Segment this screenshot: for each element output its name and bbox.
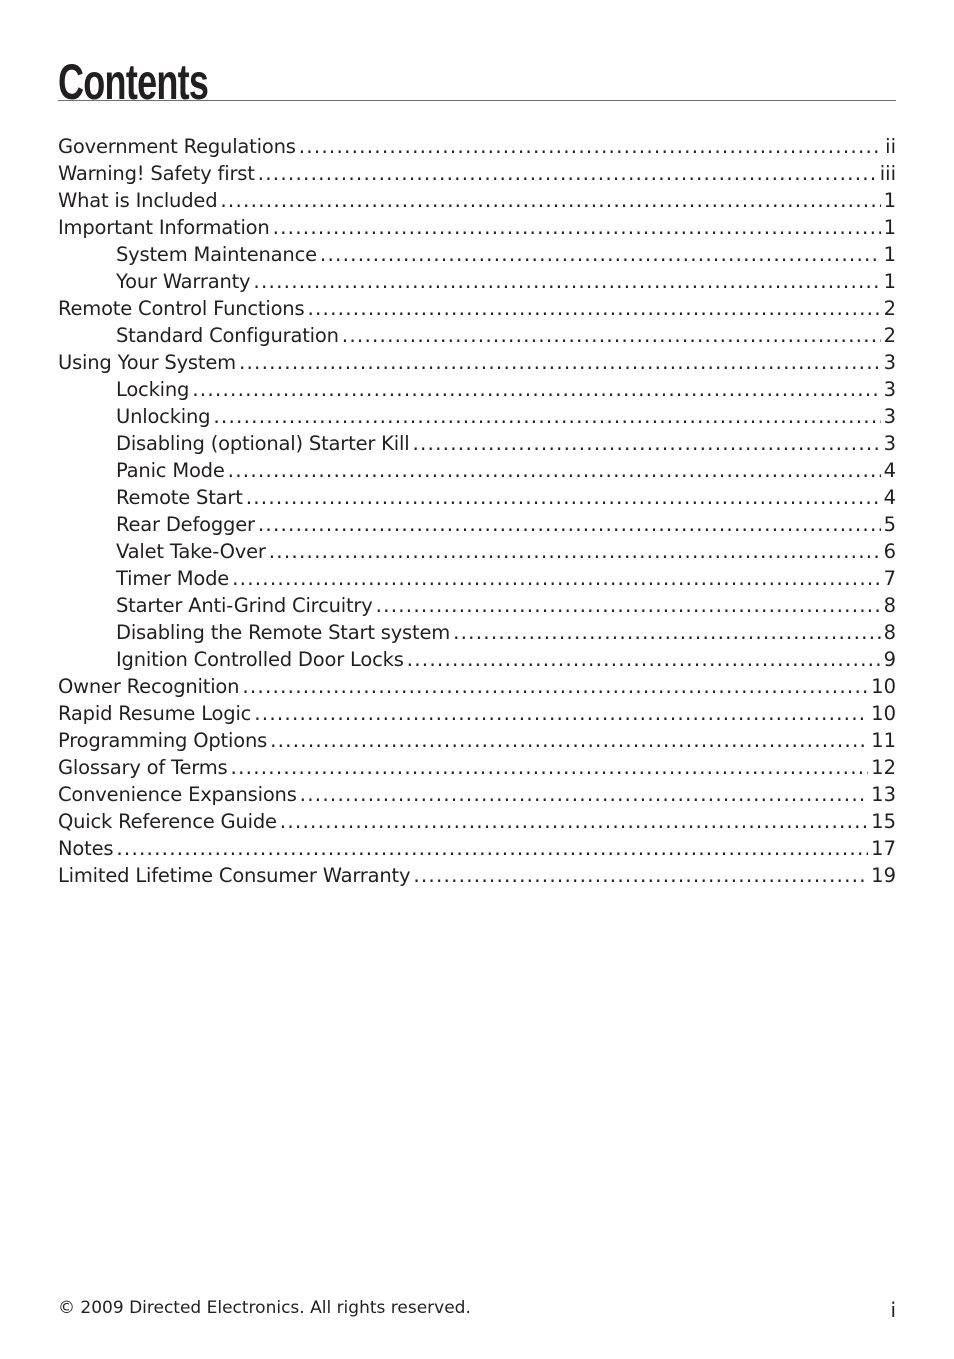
- page-title: Contents: [58, 54, 209, 110]
- toc-entry-page-number: 12: [871, 756, 896, 779]
- toc-entry-page-number: 3: [883, 432, 896, 455]
- toc-entry-page-number: 9: [883, 648, 896, 671]
- toc-entry[interactable]: [58, 133, 896, 160]
- dot-leader: [407, 646, 881, 673]
- toc-entry-label: Rear Defogger: [116, 513, 255, 536]
- toc-entry-page-number: 11: [871, 729, 896, 752]
- dot-leader: [231, 754, 869, 781]
- toc-entry-label: Remote Control Functions: [58, 297, 305, 320]
- toc-entry-label: Disabling the Remote Start system: [116, 621, 451, 644]
- dot-leader: [254, 700, 868, 727]
- toc-entry-label: What is Included: [58, 189, 218, 212]
- dot-leader: [228, 457, 881, 484]
- toc-subentry[interactable]: [58, 322, 896, 349]
- toc-entry-label: System Maintenance: [116, 243, 317, 266]
- toc-entry-label: Disabling (optional) Starter Kill: [116, 432, 410, 455]
- toc-entry-page-number: 15: [871, 810, 896, 833]
- toc-entry-label: Owner Recognition: [58, 675, 240, 698]
- toc-entry[interactable]: [58, 754, 896, 781]
- toc-entry-page-number: 1: [883, 216, 896, 239]
- dot-leader: [220, 187, 880, 214]
- toc-entry-label: Limited Lifetime Consumer Warranty: [58, 864, 411, 887]
- dot-leader: [239, 349, 881, 376]
- toc-entry-page-number: 2: [883, 297, 896, 320]
- toc-entry-page-number: 1: [883, 270, 896, 293]
- dot-leader: [253, 268, 880, 295]
- toc-entry-page-number: 1: [883, 189, 896, 212]
- toc-subentry[interactable]: [58, 268, 896, 295]
- dot-leader: [213, 403, 880, 430]
- toc-subentry[interactable]: [58, 376, 896, 403]
- toc-entry[interactable]: [58, 700, 896, 727]
- toc-entry-label: Ignition Controlled Door Locks: [116, 648, 404, 671]
- toc-subentry[interactable]: [58, 565, 896, 592]
- toc-entry-label: Government Regulations: [58, 135, 296, 158]
- title-underline: [58, 100, 896, 101]
- toc-entry[interactable]: [58, 160, 896, 187]
- toc-entry[interactable]: [58, 727, 896, 754]
- toc-subentry[interactable]: [58, 484, 896, 511]
- toc-entry[interactable]: [58, 673, 896, 700]
- toc-entry-label: Warning! Safety first: [58, 162, 255, 185]
- toc-entry[interactable]: [58, 862, 896, 889]
- dot-leader: [342, 322, 881, 349]
- dot-leader: [269, 538, 881, 565]
- toc-entry-label: Programming Options: [58, 729, 268, 752]
- toc-entry-page-number: 17: [871, 837, 896, 860]
- dot-leader: [299, 133, 882, 160]
- footer-copyright: © 2009 Directed Electronics. All rights reserved.: [58, 1298, 471, 1318]
- dot-leader: [258, 511, 881, 538]
- toc-entry[interactable]: [58, 781, 896, 808]
- toc-subentry[interactable]: [58, 511, 896, 538]
- toc-entry-page-number: iii: [879, 162, 896, 185]
- dot-leader: [280, 808, 868, 835]
- toc-entry-label: Glossary of Terms: [58, 756, 228, 779]
- toc-entry-label: Quick Reference Guide: [58, 810, 277, 833]
- toc-entry-label: Valet Take-Over: [116, 540, 266, 563]
- toc-entry-label: Rapid Resume Logic: [58, 702, 252, 725]
- toc-entry-page-number: 2: [883, 324, 896, 347]
- table-of-contents: [58, 133, 896, 889]
- toc-entry-label: Timer Mode: [116, 567, 230, 590]
- toc-entry-label: Locking: [116, 378, 190, 401]
- toc-entry[interactable]: [58, 214, 896, 241]
- toc-entry-page-number: 5: [883, 513, 896, 536]
- toc-entry-label: Your Warranty: [116, 270, 251, 293]
- dot-leader: [413, 862, 868, 889]
- toc-subentry[interactable]: [58, 241, 896, 268]
- toc-entry-label: Unlocking: [116, 405, 211, 428]
- toc-entry-page-number: 10: [871, 702, 896, 725]
- dot-leader: [116, 835, 868, 862]
- dot-leader: [412, 430, 880, 457]
- toc-entry-page-number: 4: [883, 486, 896, 509]
- toc-entry[interactable]: [58, 187, 896, 214]
- toc-subentry[interactable]: [58, 538, 896, 565]
- toc-entry-label: Remote Start: [116, 486, 243, 509]
- toc-subentry[interactable]: [58, 430, 896, 457]
- dot-leader: [300, 781, 869, 808]
- toc-subentry[interactable]: [58, 619, 896, 646]
- dot-leader: [270, 727, 868, 754]
- toc-entry-label: Standard Configuration: [116, 324, 339, 347]
- dot-leader: [258, 160, 877, 187]
- toc-subentry[interactable]: [58, 457, 896, 484]
- toc-entry-page-number: 3: [883, 378, 896, 401]
- dot-leader: [376, 592, 881, 619]
- toc-subentry[interactable]: [58, 592, 896, 619]
- footer-page-number: i: [890, 1298, 896, 1322]
- dot-leader: [453, 619, 881, 646]
- dot-leader: [320, 241, 881, 268]
- toc-entry-page-number: 13: [871, 783, 896, 806]
- toc-entry[interactable]: [58, 349, 896, 376]
- dot-leader: [232, 565, 881, 592]
- dot-leader: [242, 673, 868, 700]
- toc-entry[interactable]: [58, 295, 896, 322]
- toc-entry-label: Panic Mode: [116, 459, 225, 482]
- toc-subentry[interactable]: [58, 646, 896, 673]
- toc-entry-page-number: ii: [885, 135, 896, 158]
- toc-entry-page-number: 19: [871, 864, 896, 887]
- toc-entry-page-number: 8: [883, 594, 896, 617]
- toc-entry-label: Convenience Expansions: [58, 783, 297, 806]
- toc-entry-page-number: 10: [871, 675, 896, 698]
- toc-entry-page-number: 8: [883, 621, 896, 644]
- toc-entry-page-number: 4: [883, 459, 896, 482]
- toc-entry-label: Important Information: [58, 216, 270, 239]
- dot-leader: [246, 484, 881, 511]
- dot-leader: [273, 214, 881, 241]
- toc-entry-label: Starter Anti-Grind Circuitry: [116, 594, 373, 617]
- toc-entry-label: Using Your System: [58, 351, 236, 374]
- toc-entry-label: Notes: [58, 837, 114, 860]
- toc-entry-page-number: 6: [883, 540, 896, 563]
- toc-entry-page-number: 1: [883, 243, 896, 266]
- toc-entry[interactable]: [58, 808, 896, 835]
- toc-entry-page-number: 7: [883, 567, 896, 590]
- toc-entry-page-number: 3: [883, 405, 896, 428]
- toc-entry-page-number: 3: [883, 351, 896, 374]
- toc-subentry[interactable]: [58, 403, 896, 430]
- dot-leader: [307, 295, 880, 322]
- toc-entry[interactable]: [58, 835, 896, 862]
- dot-leader: [192, 376, 880, 403]
